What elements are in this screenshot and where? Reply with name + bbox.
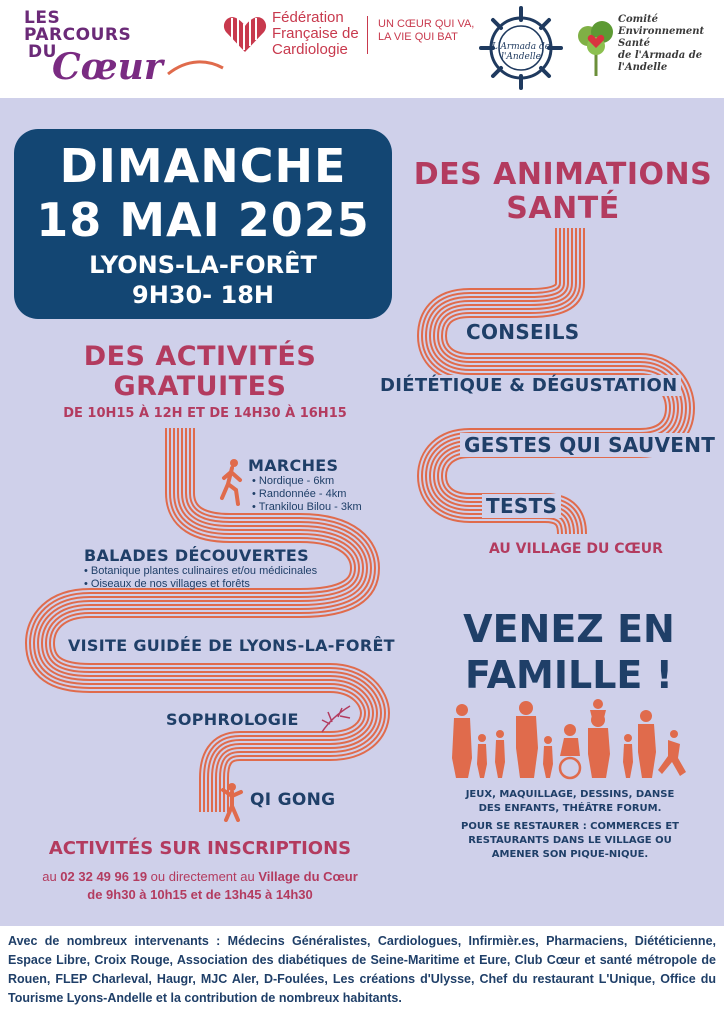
animation-item-dietetique: [376, 375, 681, 396]
famille-jeux-text: [426, 788, 714, 816]
activities-hours: DE 10H15 À 12H ET DE 14H30 À 16H15: [63, 406, 347, 421]
activity-sophrologie-label: SOPHROLOGIE: [162, 710, 303, 729]
ffc-logo: [222, 10, 372, 66]
animations-title-line-2: SANTÉ: [506, 191, 620, 226]
armada-name: L'Armada de l'Andelle: [491, 42, 551, 62]
activity-visite-label: VISITE GUIDÉE DE LYONS-LA-FORÊT: [64, 636, 399, 655]
footer-partners: Avec de nombreux intervenants : Médecins Généralistes, Cardiologues, Infirmièr.es, Pharmaciens, Diététicienne, Espace Libre, Croix Rouge, Association des diabétiques de Seine-Maritime et Eure, Club Cœur et santé métropole de Rouen, FLEP Charleval, Haugr, MJC Aler, D-Foulées, Les créations d'Ulysse, Chef du restaurant L'Unique, Office du Tourisme Lyons-Andelle et la contribution de nombreux habitants.: [8, 934, 716, 1005]
cesa-line-3: Santé: [618, 38, 650, 49]
header: [0, 0, 724, 98]
animation-item-tests: [482, 494, 561, 518]
famille-resto-text: [426, 820, 714, 862]
marches-list-item: • Randonnée - 4km: [252, 488, 362, 501]
activities-title-line-2: GRATUITES: [113, 371, 287, 402]
logo-script-coeur: Cœur: [52, 46, 163, 88]
inscriptions-text: [20, 868, 380, 904]
qigong-figure-icon: [220, 782, 244, 822]
parcours-du-coeur-logo: [18, 8, 238, 90]
cesa-logo: [574, 8, 722, 88]
inscriptions-mid: ou directement au: [147, 869, 259, 884]
ffc-line-1: Fédération: [272, 9, 344, 26]
footer: [0, 926, 724, 1024]
armada-logo: [478, 4, 564, 92]
ffc-name: [272, 10, 359, 58]
inscriptions-prefix: au: [42, 869, 61, 884]
inscriptions-hours: de 9h30 à 10h15 et de 13h45 à 14h30: [87, 887, 313, 902]
walker-icon: [218, 458, 246, 506]
inscriptions-title: ACTIVITÉS SUR INSCRIPTIONS: [48, 838, 352, 859]
heart-stripes-icon: [222, 14, 268, 54]
marches-list-item: • Trankilou Bilou - 3km: [252, 501, 362, 514]
activity-qigong-label: QI GONG: [246, 790, 339, 810]
animation-item-gestes: [460, 433, 719, 457]
cesa-line-1: Comité: [618, 14, 658, 25]
activity-qigong: [246, 790, 339, 810]
jeux-line-2: DES ENFANTS, THÉÂTRE FORUM.: [478, 803, 662, 814]
ffc-line-3: Cardiologie: [272, 41, 348, 58]
inscriptions-village: Village du Cœur: [258, 869, 358, 884]
famille-title-line-2: FAMILLE !: [465, 653, 673, 697]
leaf-line-icon: [318, 702, 354, 738]
date-box: [14, 129, 392, 319]
animation-item-label: CONSEILS: [462, 320, 583, 344]
slogan: [378, 18, 474, 44]
tree-heart-icon: [574, 14, 618, 84]
resto-line-2: RESTAURANTS DANS LE VILLAGE OU: [468, 835, 672, 846]
logo-line-du: DU: [28, 42, 57, 62]
logo-line-parcours: PARCOURS: [24, 25, 132, 45]
activity-marches: MARCHES: [248, 456, 339, 475]
event-time: 9H30- 18H: [132, 281, 274, 309]
animation-item-label: GESTES QUI SAUVENT: [460, 433, 719, 457]
logo-line-les: LES: [24, 8, 61, 28]
marches-list: [252, 475, 362, 514]
animations-title-line-1: DES ANIMATIONS: [413, 157, 713, 192]
activities-title: [30, 342, 370, 402]
cesa-name: [618, 14, 722, 74]
activity-balades-label: BALADES DÉCOUVERTES: [80, 546, 313, 565]
header-divider: [367, 16, 368, 54]
inscriptions-phone: 02 32 49 96 19: [60, 869, 148, 884]
resto-line-1: POUR SE RESTAURER : COMMERCES ET: [461, 821, 679, 832]
slogan-line-1: UN CŒUR QUI VA,: [378, 18, 475, 30]
main-poster: [0, 98, 724, 926]
activity-balades: [80, 546, 313, 565]
famille-title-line-1: VENEZ EN: [463, 607, 675, 651]
ffc-line-2: Française de: [272, 25, 359, 42]
balades-list-item: • Oiseaux de nos villages et forêts: [84, 578, 317, 591]
resto-line-3: AMENER SON PIQUE-NIQUE.: [491, 849, 649, 860]
event-date: 18 MAI 2025: [36, 193, 370, 247]
famille-title: [424, 606, 714, 698]
jeux-line-1: JEUX, MAQUILLAGE, DESSINS, DANSE: [465, 789, 675, 800]
marches-list-item: • Nordique - 6km: [252, 475, 362, 488]
family-silhouettes-icon: [448, 698, 688, 782]
logo-swoosh-icon: [18, 8, 238, 90]
activity-sophrologie: [162, 710, 303, 729]
balades-list-item: • Botanique plantes culinaires et/ou médicinales: [84, 565, 317, 578]
event-day: DIMANCHE: [59, 139, 347, 193]
cesa-line-2: Environnement: [618, 26, 705, 37]
activity-visite: [64, 636, 399, 655]
animations-location: AU VILLAGE DU CŒUR: [489, 541, 663, 557]
activities-title-line-1: DES ACTIVITÉS: [83, 341, 317, 372]
animation-item-label: DIÉTÉTIQUE & DÉGUSTATION: [376, 375, 681, 396]
animations-title: [404, 158, 722, 226]
balades-list: [84, 565, 317, 591]
event-place: LYONS-LA-FORÊT: [89, 251, 317, 279]
animation-item-conseils: [462, 320, 583, 344]
cesa-line-4: de l'Armada de l'Andelle: [618, 50, 703, 73]
animation-item-label: TESTS: [482, 494, 561, 518]
slogan-line-2: LA VIE QUI BAT: [378, 31, 458, 43]
